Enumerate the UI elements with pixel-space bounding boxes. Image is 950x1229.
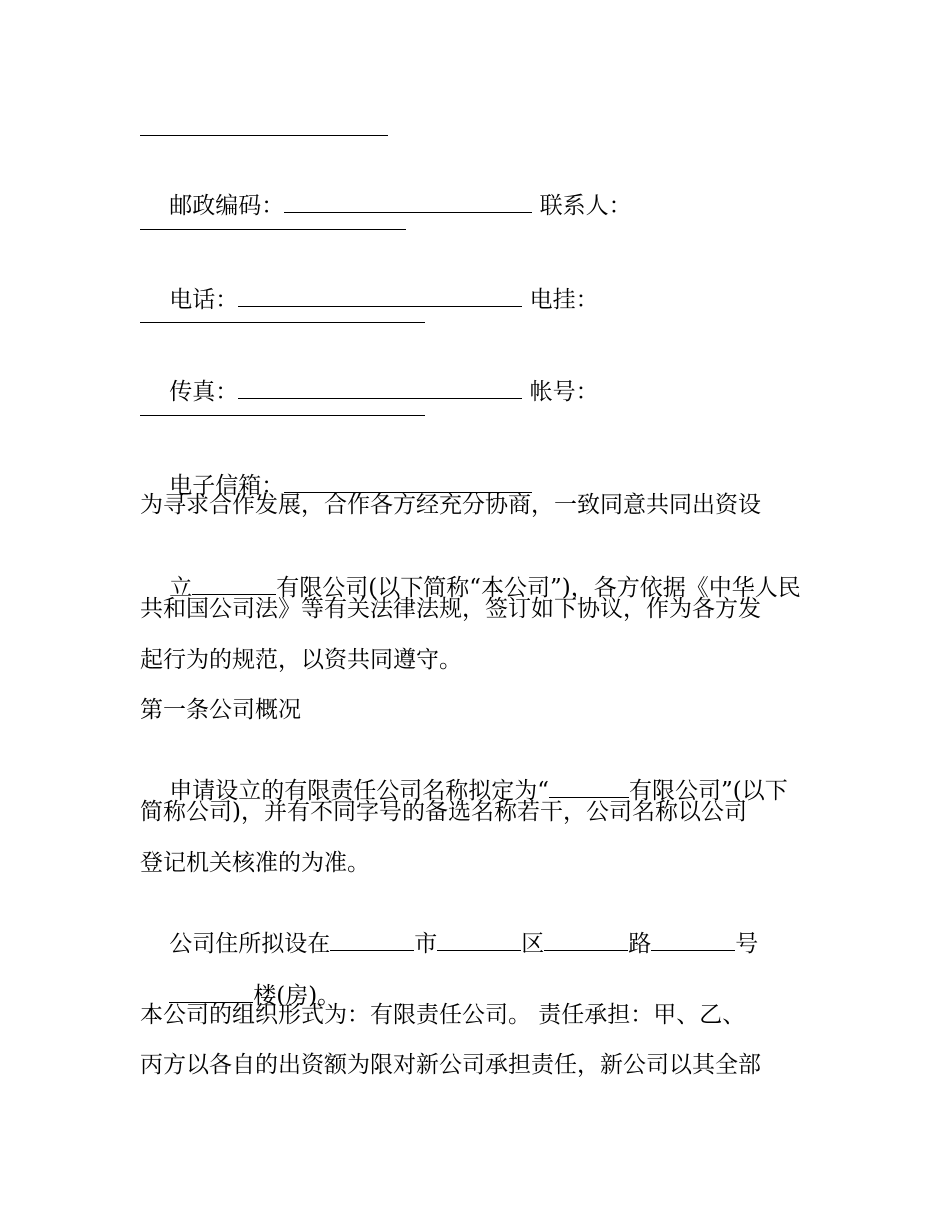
contact-blank: [140, 229, 406, 230]
phone-blank: [238, 284, 522, 307]
fax-phone-blank: [140, 322, 425, 323]
address-line-2: 楼(房)。: [140, 950, 812, 1041]
company-name-line-3: 登记机关核准的为准。: [140, 850, 370, 876]
city-blank: [330, 928, 414, 951]
fax-blank: [238, 376, 522, 399]
address-line-1: 公司住所拟设在 市 区 路 号: [140, 898, 812, 989]
company-name-blank: [192, 572, 276, 595]
number-blank: [651, 928, 735, 951]
preamble-line-4: 起行为的规范，以资共同遵守。: [140, 647, 462, 673]
company-name-line-2: 简称公司)，并有不同字号的备选名称若干，公司名称以公司: [140, 799, 747, 825]
phone-label: 电话：: [169, 287, 239, 313]
postcode-label: 邮政编码：: [169, 193, 285, 219]
account-label: 帐号：: [529, 379, 599, 405]
fax-phone-label: 电挂：: [529, 287, 599, 313]
proposed-name-blank: [549, 775, 629, 798]
article-title: 第一条公司概况: [140, 697, 301, 723]
email-label: 电子信箱：: [169, 473, 285, 499]
phone-line: [140, 254, 812, 345]
postcode-contact-line: [140, 160, 812, 251]
road-blank: [544, 928, 628, 951]
company-form-line-2: 丙方以各自的出资额为限对新公司承担责任，新公司以其全部: [140, 1052, 761, 1078]
preamble-line-2: 立 有限公司(以下简称“本公司”)，各方依据《中华人民: [140, 542, 812, 633]
postcode-blank: [284, 190, 532, 213]
contact-label: 联系人：: [539, 193, 632, 219]
preamble-line-1: 为寻求合作发展，合作各方经充分协商，一致同意共同出资设: [140, 492, 761, 518]
preamble-line-3: 共和国公司法》等有关法律法规，签订如下协议，作为各方发: [140, 596, 761, 622]
company-name-line-1: 申请设立的有限责任公司名称拟定为“ 有限公司”(以下: [140, 745, 812, 836]
account-blank: [140, 415, 425, 416]
fax-label: 传真：: [169, 379, 239, 405]
company-form-line-1: 本公司的组织形式为：有限责任公司。 责任承担：甲、乙、: [140, 1002, 746, 1028]
blank-line: [140, 135, 388, 136]
district-blank: [437, 928, 521, 951]
fax-line: [140, 346, 812, 437]
